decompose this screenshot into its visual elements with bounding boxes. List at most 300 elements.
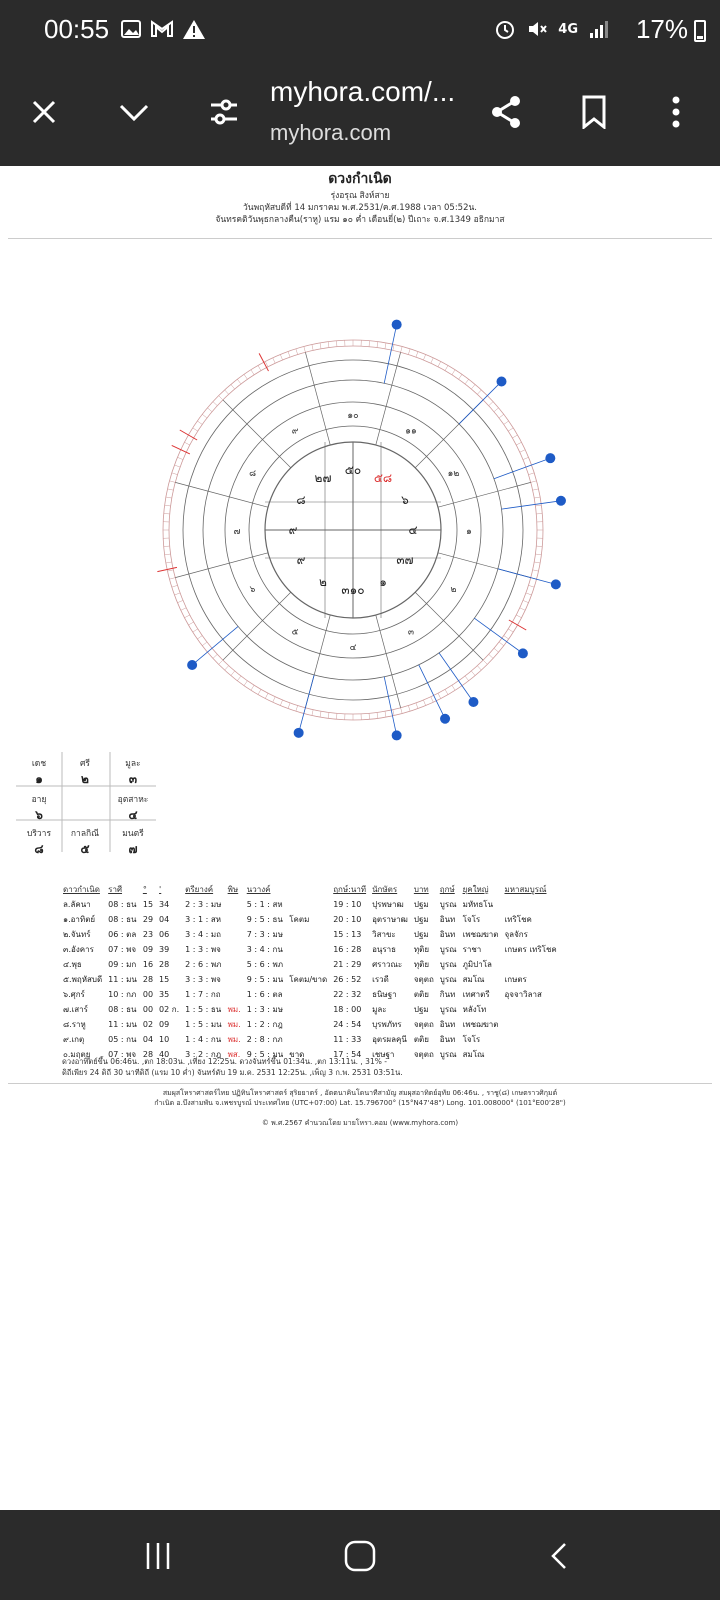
table-cell: 04 xyxy=(159,915,170,924)
chevron-down-icon xyxy=(117,97,151,127)
column-header: ° xyxy=(142,885,147,894)
table-cell xyxy=(286,957,330,972)
column-header: ยุคใหญ่ xyxy=(462,885,489,894)
web-page xyxy=(0,166,720,1510)
more-icon xyxy=(671,95,681,129)
degree-tick xyxy=(164,546,170,547)
table-cell: จุลจักร xyxy=(504,930,528,939)
person-name: รุ่งอรุณ สิงห์สาย xyxy=(330,191,390,201)
recents-button[interactable] xyxy=(138,1536,178,1576)
table-cell: 16 : 28 xyxy=(333,945,362,954)
tune-icon xyxy=(208,97,240,127)
table-cell xyxy=(286,927,330,942)
degree-tick xyxy=(225,666,229,670)
table-cell: 3 : 4 : กน xyxy=(246,945,283,954)
status-right-icons xyxy=(494,18,610,40)
table-cell: 16 xyxy=(142,960,154,969)
table-cell: จตุตถ xyxy=(413,1020,434,1029)
house-divider xyxy=(438,482,531,507)
table-cell: พม. xyxy=(227,1035,241,1044)
degree-tick xyxy=(231,384,235,389)
table-cell: 2 : 6 : พภ xyxy=(185,960,222,969)
degree-tick xyxy=(535,554,541,555)
inner-grid-label: ๙ xyxy=(296,553,306,567)
table-row xyxy=(60,912,560,927)
url-domain[interactable]: myhora.com xyxy=(270,120,392,145)
table-cell: 28 xyxy=(142,975,154,984)
birth-date-line: วันพฤหัสบดีที่ 14 มกราคม พ.ศ.2531/ค.ศ.1988 เวลา 05:52น. xyxy=(242,203,478,213)
table-cell: บูรณ xyxy=(439,1005,457,1014)
table-cell: ๘.ราหู xyxy=(63,1020,86,1029)
table-cell: หลังโท xyxy=(462,1005,487,1014)
table-cell: 7 : 3 : มษ xyxy=(246,930,284,939)
degree-tick xyxy=(219,396,223,400)
degree-tick xyxy=(489,654,493,658)
table-cell: อินท xyxy=(439,1020,456,1029)
table-cell xyxy=(501,897,559,912)
degree-tick xyxy=(534,562,540,563)
table-cell: ภูมิปาโล xyxy=(462,960,492,969)
degree-tick xyxy=(328,712,329,718)
degree-tick xyxy=(536,546,542,547)
table-cell: 09 : มก xyxy=(108,960,137,969)
degree-tick xyxy=(202,642,207,646)
table-cell: อุตรผลคุนี xyxy=(372,1035,407,1044)
url-title[interactable]: myhora.com/... xyxy=(270,76,456,107)
table-cell xyxy=(501,1047,559,1062)
table-cell: ๖.ศุกร์ xyxy=(63,990,85,999)
inner-grid-label: ๕๘ xyxy=(373,471,393,486)
table-cell: อินท xyxy=(439,930,456,939)
house-number: ๑๐ xyxy=(347,411,359,421)
degree-tick xyxy=(237,676,241,681)
table-cell: ๓.อังคาร xyxy=(63,945,94,954)
degree-tick xyxy=(471,671,475,676)
signal-icon xyxy=(588,18,610,40)
degree-tick xyxy=(377,712,378,718)
table-cell: 1 : 6 : ตล xyxy=(246,990,283,999)
table-cell: 06 xyxy=(159,930,170,939)
degree-tick xyxy=(168,570,174,571)
inner-grid-label: ๙ xyxy=(288,523,298,537)
degree-tick xyxy=(225,390,229,394)
column-header xyxy=(286,882,330,897)
table-cell xyxy=(286,1002,330,1017)
degree-tick xyxy=(504,636,509,639)
degree-tick xyxy=(499,414,504,418)
table-cell: เกษตร xyxy=(504,975,527,984)
table-cell: 10 : กภ xyxy=(108,990,137,999)
degree-tick xyxy=(494,408,499,412)
warning-icon xyxy=(182,18,206,40)
degree-tick xyxy=(520,608,525,611)
table-cell: ๑.อาทิตย์ xyxy=(63,915,96,924)
degree-tick xyxy=(174,593,180,595)
degree-tick xyxy=(168,489,174,490)
house-divider xyxy=(415,592,483,660)
table-cell: ตติย xyxy=(413,1035,429,1044)
table-cell xyxy=(501,1032,559,1047)
table-cell xyxy=(501,957,559,972)
table-cell: 9 : 5 : ธน xyxy=(246,915,283,924)
house-number: ๑๑ xyxy=(405,426,417,437)
table-cell: 15 xyxy=(142,900,154,909)
degree-tick xyxy=(169,481,175,483)
degree-tick xyxy=(177,457,183,459)
degree-tick xyxy=(296,705,298,711)
gmail-icon xyxy=(150,18,174,40)
footer-copyright[interactable]: © พ.ศ.2567 คำนวณโดย มายโหรา.คอม (www.myhora.com) xyxy=(261,1119,459,1127)
table-cell xyxy=(225,927,244,942)
home-button[interactable] xyxy=(340,1536,380,1576)
table-cell: 00 xyxy=(142,1005,154,1014)
table-cell: พม. xyxy=(227,1020,241,1029)
table-cell: ๙.เกตุ xyxy=(63,1035,85,1044)
degree-tick xyxy=(516,615,521,618)
table-cell: ราชา xyxy=(462,945,482,954)
table-cell: 5 : 1 : สห xyxy=(246,900,283,909)
browser-toolbar xyxy=(0,62,720,166)
degree-tick xyxy=(258,365,261,370)
taksa-cell: เดช ๑ xyxy=(31,759,47,786)
degree-tick xyxy=(465,379,469,384)
degree-tick xyxy=(523,457,529,459)
table-cell: อินท xyxy=(439,915,456,924)
table-cell: 06 : ตล xyxy=(108,930,137,939)
column-header: พิษ xyxy=(227,885,239,894)
site-settings-button[interactable] xyxy=(200,88,248,136)
table-cell: โคตม xyxy=(289,915,310,924)
table-cell: ๕.พฤหัสบดี xyxy=(63,975,103,984)
table-cell: ๗.เสาร์ xyxy=(63,1005,88,1014)
table-cell: วิสาขะ xyxy=(372,930,396,939)
table-cell: ๐.มฤตยู xyxy=(63,1050,91,1059)
taksa-cell: อุตสาหะ ๔ xyxy=(117,795,149,822)
degree-tick xyxy=(452,370,455,375)
table-cell xyxy=(286,987,330,1002)
inner-grid-label: ๘ xyxy=(296,493,306,507)
degree-tick xyxy=(320,343,321,349)
house-divider xyxy=(175,482,268,507)
table-cell xyxy=(501,1002,559,1017)
degree-tick xyxy=(536,513,542,514)
table-cell xyxy=(225,897,244,912)
table-cell: พส. xyxy=(227,1050,241,1059)
table-cell: 26 : 52 xyxy=(333,975,362,984)
table-cell: 21 : 29 xyxy=(333,960,362,969)
degree-tick xyxy=(477,390,481,394)
planet-table xyxy=(60,882,560,1062)
degree-tick xyxy=(483,660,487,664)
house-number: ๘ xyxy=(249,469,257,479)
table-cell xyxy=(225,972,244,987)
table-cell: 3 : 2 : กฎ xyxy=(185,1050,222,1059)
back-icon xyxy=(545,1541,575,1571)
degree-tick xyxy=(197,421,202,424)
degree-tick xyxy=(369,341,370,347)
table-row xyxy=(60,1032,560,1047)
table-cell: 1 : 7 : กถ xyxy=(185,990,221,999)
degree-tick xyxy=(336,713,337,719)
table-cell: 09 xyxy=(142,945,154,954)
degree-tick xyxy=(244,374,247,379)
table-cell: จตุตถ xyxy=(413,1050,434,1059)
degree-tick xyxy=(288,703,290,709)
table-cell: บูรณ xyxy=(439,945,457,954)
table-cell: เพชฌฆาต xyxy=(462,930,499,939)
table-cell: จตุตถ xyxy=(413,975,434,984)
table-cell: 24 : 54 xyxy=(333,1020,362,1029)
table-cell: ธนิษฐา xyxy=(372,990,397,999)
degree-tick xyxy=(202,414,207,418)
table-cell: ปฐม xyxy=(413,930,429,939)
column-header: ราศี xyxy=(108,885,123,894)
degree-tick xyxy=(526,593,532,595)
column-header: ' xyxy=(159,885,162,894)
degree-tick xyxy=(312,710,313,716)
degree-tick xyxy=(423,700,425,706)
lunar-date-line: จันทรคติวันพุธกลางคืน(ราหู) แรม ๑๐ ค่ำ เดือนยี่(๒) ปีเถาะ จ.ศ.1349 อธิกมาส xyxy=(215,215,505,225)
table-cell: 40 xyxy=(159,1050,170,1059)
taksa-cell: กาลกิณี ๕ xyxy=(70,829,100,856)
table-cell xyxy=(286,942,330,957)
table-cell: 29 xyxy=(142,915,154,924)
table-cell: บูรณ xyxy=(439,960,457,969)
degree-tick xyxy=(273,697,276,702)
table-cell: บูรณ xyxy=(439,975,457,984)
bookmark-button[interactable] xyxy=(570,88,618,136)
inner-grid-label: ๖ xyxy=(401,493,409,507)
degree-tick xyxy=(416,703,418,709)
table-cell: 23 xyxy=(142,930,154,939)
close-button[interactable] xyxy=(20,88,68,136)
degree-tick xyxy=(401,346,403,352)
status-bar xyxy=(0,0,720,62)
house-number: ๑ xyxy=(466,527,472,537)
house-number: ๙ xyxy=(291,426,299,437)
planet-marker xyxy=(518,648,528,658)
table-cell xyxy=(501,1017,559,1032)
table-cell: บูรณ xyxy=(439,1050,457,1059)
degree-tick xyxy=(251,370,254,375)
table-cell: ปุรพษาฒ xyxy=(372,900,404,909)
table-cell: 34 xyxy=(159,900,170,909)
degree-tick xyxy=(244,681,247,686)
degree-tick xyxy=(213,402,217,406)
table-cell: 15 xyxy=(159,975,170,984)
alarm-icon xyxy=(494,18,516,40)
table-cell: ทุติย xyxy=(413,960,430,969)
degree-tick xyxy=(523,600,529,602)
table-cell xyxy=(225,957,244,972)
aspect-tick xyxy=(509,620,526,630)
planet-marker xyxy=(468,697,478,707)
table-cell xyxy=(286,1032,330,1047)
table-cell: โจโร xyxy=(462,915,481,924)
degree-tick xyxy=(219,660,223,664)
degree-tick xyxy=(465,676,469,681)
degree-tick xyxy=(512,435,517,438)
close-icon xyxy=(29,97,59,127)
table-cell: อุตราษาฒ xyxy=(372,915,408,924)
degree-tick xyxy=(280,354,282,360)
table-cell xyxy=(225,942,244,957)
table-cell: 15 : 13 xyxy=(333,930,362,939)
table-cell: อินท xyxy=(439,1035,456,1044)
page-title: ดวงกำเนิด xyxy=(328,171,392,187)
degree-tick xyxy=(459,374,462,379)
table-cell: อุจจาวิลาส xyxy=(504,990,542,999)
planet-marker xyxy=(545,453,555,463)
horoscope-chart xyxy=(150,290,590,800)
planet-pointer xyxy=(494,459,549,479)
table-cell: เรวดี xyxy=(372,975,389,984)
house-number: ๒ xyxy=(450,585,457,595)
degree-tick xyxy=(438,693,441,698)
back-button[interactable] xyxy=(540,1536,580,1576)
degree-tick xyxy=(431,358,434,363)
table-cell: ปฐม xyxy=(413,900,429,909)
table-row xyxy=(60,972,560,987)
degree-tick xyxy=(520,450,525,453)
table-cell: โคตม/ขาด xyxy=(289,975,328,984)
house-divider xyxy=(223,592,291,660)
degree-tick xyxy=(408,349,410,355)
degree-tick xyxy=(193,428,198,431)
table-cell: 28 xyxy=(142,1050,154,1059)
image-icon xyxy=(120,18,142,40)
degree-tick xyxy=(165,505,171,506)
degree-tick xyxy=(207,408,212,412)
table-cell: 04 xyxy=(142,1035,154,1044)
table-cell: 11 : มน xyxy=(108,1020,137,1029)
table-cell: 3 : 1 : สห xyxy=(185,915,222,924)
degree-tick xyxy=(231,671,235,676)
table-cell xyxy=(225,912,244,927)
degree-tick xyxy=(528,585,534,587)
degree-tick xyxy=(312,345,313,351)
collapse-button[interactable] xyxy=(110,88,158,136)
table-cell: 07 : พจ xyxy=(108,945,137,954)
table-cell: สมโณ xyxy=(462,1050,485,1059)
degree-tick xyxy=(477,666,481,670)
table-header-row xyxy=(60,882,560,897)
taksa-cell: มนตรี ๗ xyxy=(122,829,144,856)
table-cell: 17 : 54 xyxy=(333,1050,362,1059)
table-cell: 1 : 5 : มน xyxy=(185,1020,222,1029)
degree-tick xyxy=(452,685,455,690)
table-cell xyxy=(286,897,330,912)
table-cell: 10 xyxy=(159,1035,170,1044)
inner-grid-label: ๕๐ xyxy=(344,463,362,477)
planet-pointer xyxy=(459,383,500,424)
share-button[interactable] xyxy=(482,88,530,136)
degree-tick xyxy=(258,689,261,694)
divider xyxy=(8,1083,712,1084)
degree-tick xyxy=(471,384,475,389)
degree-tick xyxy=(533,570,539,571)
inner-grid-label: ๓๑๐ xyxy=(341,583,365,597)
table-cell: 3 : 3 : พจ xyxy=(185,975,221,984)
degree-tick xyxy=(499,642,504,646)
table-cell: เทศาตรี xyxy=(462,990,490,999)
degree-tick xyxy=(273,358,276,363)
planet-pointer xyxy=(419,665,444,717)
table-cell: 39 xyxy=(159,945,170,954)
table-cell: 09 xyxy=(159,1020,170,1029)
table-cell: อนุราธ xyxy=(372,945,397,954)
table-cell: ขาด xyxy=(289,1050,305,1059)
aspect-tick xyxy=(259,353,268,371)
house-number: ๕ xyxy=(291,627,299,638)
aspect-tick xyxy=(180,430,197,440)
degree-tick xyxy=(265,693,268,698)
degree-tick xyxy=(535,505,541,506)
planet-pointer xyxy=(502,501,559,509)
column-header: มหาสมบูรณ์ xyxy=(504,885,547,894)
table-cell: 1 : 2 : กฎ xyxy=(246,1020,283,1029)
more-button[interactable] xyxy=(652,88,700,136)
table-cell: 11 : 33 xyxy=(333,1035,362,1044)
system-navbar xyxy=(0,1510,720,1600)
inner-grid-label: ๓๗ xyxy=(396,553,414,567)
table-cell: 1 : 3 : พจ xyxy=(185,945,221,954)
degree-tick xyxy=(184,442,189,445)
bookmark-icon xyxy=(580,95,608,129)
table-cell: 08 : ธน xyxy=(108,900,137,909)
degree-tick xyxy=(508,428,513,431)
planet-marker xyxy=(392,730,402,740)
column-header: นวางค์ xyxy=(246,885,271,894)
planet-marker xyxy=(556,496,566,506)
planet-marker xyxy=(187,660,197,670)
degree-tick xyxy=(237,379,241,384)
table-cell: เกษตร เทริโชค xyxy=(504,945,557,954)
degree-tick xyxy=(385,711,386,717)
column-header: ดาวกำเนิด xyxy=(63,885,100,894)
degree-tick xyxy=(494,648,499,652)
table-cell: 35 xyxy=(159,990,170,999)
house-number: ๑๒ xyxy=(447,469,460,479)
inner-grid-label: ๒๗ xyxy=(314,471,332,486)
degree-tick xyxy=(531,481,537,483)
table-cell: 08 : ธน xyxy=(108,1005,137,1014)
table-cell: 18 : 00 xyxy=(333,1005,362,1014)
planet-pointer xyxy=(299,675,314,731)
table-cell xyxy=(225,987,244,1002)
degree-tick xyxy=(401,708,403,714)
table-cell: 5 : 6 : พภ xyxy=(246,960,284,969)
degree-tick xyxy=(336,341,337,347)
degree-tick xyxy=(508,629,513,632)
table-cell: 08 : ธน xyxy=(108,915,137,924)
taksa-cell: อายุ ๖ xyxy=(31,795,47,822)
degree-tick xyxy=(528,473,534,475)
table-cell: 3 : 4 : มถ xyxy=(185,930,222,939)
degree-tick xyxy=(165,554,171,555)
house-number: ๗ xyxy=(233,527,241,537)
table-cell xyxy=(286,1017,330,1032)
table-cell: กินท xyxy=(439,990,456,999)
degree-tick xyxy=(328,342,329,348)
table-cell: ศราวณะ xyxy=(372,960,403,969)
table-cell: 02 xyxy=(142,1020,154,1029)
planet-marker xyxy=(392,320,402,330)
table-cell: ตติย xyxy=(413,990,429,999)
planet-marker xyxy=(294,728,304,738)
inner-grid-label: ๑ xyxy=(379,574,387,589)
degree-tick xyxy=(393,345,394,351)
